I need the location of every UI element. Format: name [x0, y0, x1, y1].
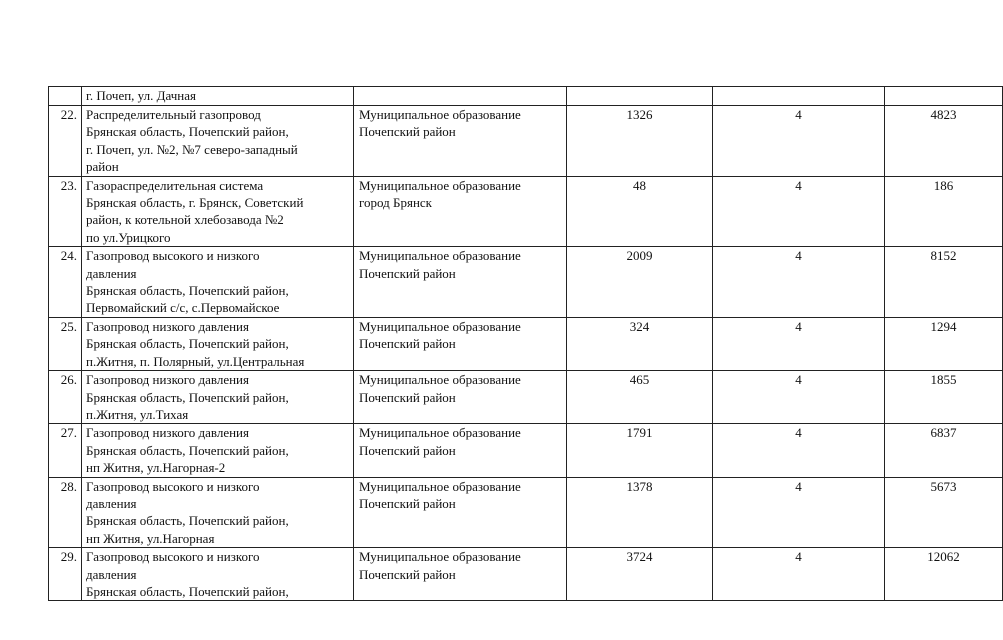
diameter-value: 4	[795, 372, 802, 388]
cell-owner	[354, 106, 567, 177]
length-value: 48	[633, 177, 646, 193]
cell-number	[49, 477, 82, 548]
description-line: Газопровод низкого давления	[86, 372, 249, 388]
description-line: Газопровод высокого и низкого	[86, 478, 260, 494]
owner-line: Почепский район	[359, 495, 456, 511]
cell-value	[885, 424, 1003, 477]
cell-length	[567, 424, 713, 477]
cell-value	[885, 87, 1003, 106]
cell-value	[885, 548, 1003, 601]
table-row-continuation	[49, 87, 1003, 106]
length-value: 1791	[626, 425, 653, 441]
diameter-value: 4	[795, 425, 802, 441]
row-number: 22.	[60, 107, 77, 122]
cell-diameter	[713, 247, 885, 318]
cell-value	[885, 247, 1003, 318]
cell-length	[567, 548, 713, 601]
description-line: Брянская область, Почепский район,	[86, 583, 289, 599]
cell-owner	[354, 371, 567, 424]
owner-line: Почепский район	[359, 566, 456, 582]
cell-description	[82, 371, 354, 424]
description-line: Распределительный газопровод	[86, 107, 261, 122]
cell-number	[49, 548, 82, 601]
cell-diameter	[713, 424, 885, 477]
description-line: район	[86, 159, 119, 175]
cell-description	[82, 87, 354, 106]
row-number: 27.	[60, 425, 77, 441]
table-row	[49, 247, 1003, 318]
description-line: по ул.Урицкого	[86, 229, 171, 245]
length-value: 1378	[626, 478, 653, 494]
total-value: 6837	[930, 425, 957, 441]
description-line: нп Житня, ул.Нагорная-2	[86, 460, 226, 476]
cell-value	[885, 106, 1003, 177]
cell-description	[82, 247, 354, 318]
cell-value	[885, 317, 1003, 370]
owner-line: Муниципальное образование	[359, 248, 521, 264]
description-line: нп Житня, ул.Нагорная	[86, 530, 215, 546]
row-number: 28.	[60, 478, 77, 494]
description-line: п.Житня, ул.Тихая	[86, 406, 189, 422]
description-line: Газораспределительная система	[86, 177, 264, 193]
owner-line: Почепский район	[359, 336, 456, 352]
owner-line: Почепский район	[359, 442, 456, 458]
cell-diameter	[713, 548, 885, 601]
total-value: 8152	[930, 248, 957, 264]
cell-owner	[354, 548, 567, 601]
cell-owner	[354, 424, 567, 477]
row-number: 26.	[60, 372, 77, 388]
description-line: Брянская область, Почепский район,	[86, 124, 289, 140]
cell-owner	[354, 317, 567, 370]
cell-description	[82, 317, 354, 370]
cell-length	[567, 106, 713, 177]
cell-description	[82, 424, 354, 477]
cell-length	[567, 87, 713, 106]
owner-line: Муниципальное образование	[359, 372, 521, 388]
cell-number	[49, 106, 82, 177]
cell-length	[567, 317, 713, 370]
total-value: 5673	[930, 478, 957, 494]
description-line: г. Почеп, ул. Дачная	[86, 88, 196, 103]
cell-diameter	[713, 106, 885, 177]
cell-number	[49, 87, 82, 106]
description-line: Брянская область, Почепский район,	[86, 389, 289, 405]
owner-line: Муниципальное образование	[359, 549, 521, 565]
diameter-value: 4	[795, 248, 802, 264]
owner-line: Муниципальное образование	[359, 177, 521, 193]
cell-diameter	[713, 176, 885, 247]
total-value: 1855	[930, 372, 957, 388]
owner-line: Почепский район	[359, 265, 456, 281]
cell-owner	[354, 247, 567, 318]
total-value: 4823	[930, 107, 957, 122]
table-row	[49, 176, 1003, 247]
cell-owner	[354, 176, 567, 247]
description-line: Брянская область, Почепский район,	[86, 442, 289, 458]
length-value: 465	[629, 372, 650, 388]
cell-diameter	[713, 477, 885, 548]
cell-description	[82, 106, 354, 177]
row-number: 24.	[60, 248, 77, 264]
row-number: 29.	[60, 549, 77, 565]
cell-length	[567, 477, 713, 548]
cell-owner	[354, 87, 567, 106]
description-line: Брянская область, г. Брянск, Советский	[86, 195, 304, 211]
cell-number	[49, 247, 82, 318]
diameter-value: 4	[795, 107, 802, 122]
length-value: 324	[629, 318, 650, 334]
owner-line: Муниципальное образование	[359, 425, 521, 441]
cell-number	[49, 317, 82, 370]
diameter-value: 4	[795, 478, 802, 494]
total-value: 186	[933, 177, 954, 193]
description-line: г. Почеп, ул. №2, №7 северо-западный	[86, 141, 298, 157]
description-line: район, к котельной хлебозавода №2	[86, 212, 284, 228]
cell-length	[567, 371, 713, 424]
cell-value	[885, 477, 1003, 548]
description-line: Газопровод высокого и низкого	[86, 549, 260, 565]
gas-pipeline-table	[48, 86, 1003, 601]
cell-diameter	[713, 317, 885, 370]
table-row	[49, 477, 1003, 548]
row-number: 25.	[60, 318, 77, 334]
cell-description	[82, 548, 354, 601]
description-line: Брянская область, Почепский район,	[86, 513, 289, 529]
owner-line: Почепский район	[359, 389, 456, 405]
description-line: Газопровод высокого и низкого	[86, 248, 260, 264]
total-value: 1294	[930, 318, 957, 334]
owner-line: Муниципальное образование	[359, 107, 521, 122]
table-row	[49, 371, 1003, 424]
owner-line: Почепский район	[359, 124, 456, 140]
table-row	[49, 548, 1003, 601]
description-line: Газопровод низкого давления	[86, 318, 249, 334]
total-value: 12062	[927, 549, 960, 565]
owner-line: Муниципальное образование	[359, 318, 521, 334]
cell-number	[49, 424, 82, 477]
row-number: 23.	[60, 177, 77, 193]
table-row	[49, 106, 1003, 177]
cell-diameter	[713, 371, 885, 424]
cell-number	[49, 176, 82, 247]
cell-owner	[354, 477, 567, 548]
cell-value	[885, 176, 1003, 247]
description-line: давления	[86, 495, 137, 511]
description-line: Газопровод низкого давления	[86, 425, 249, 441]
diameter-value: 4	[795, 318, 802, 334]
cell-length	[567, 176, 713, 247]
length-value: 2009	[626, 248, 653, 264]
cell-description	[82, 176, 354, 247]
owner-line: Муниципальное образование	[359, 478, 521, 494]
table-row	[49, 424, 1003, 477]
description-line: Первомайский с/с, с.Первомайское	[86, 300, 280, 316]
description-line: Брянская область, Почепский район,	[86, 283, 289, 299]
cell-description	[82, 477, 354, 548]
owner-line: город Брянск	[359, 195, 432, 211]
description-line: давления	[86, 566, 137, 582]
description-line: п.Житня, п. Полярный, ул.Центральная	[86, 353, 305, 369]
diameter-value: 4	[795, 177, 802, 193]
description-line: Брянская область, Почепский район,	[86, 336, 289, 352]
table-row	[49, 317, 1003, 370]
diameter-value: 4	[795, 549, 802, 565]
cell-diameter	[713, 87, 885, 106]
description-line: давления	[86, 265, 137, 281]
table-body	[49, 87, 1003, 601]
cell-number	[49, 371, 82, 424]
cell-length	[567, 247, 713, 318]
length-value: 1326	[626, 107, 653, 122]
cell-value	[885, 371, 1003, 424]
length-value: 3724	[626, 549, 653, 565]
